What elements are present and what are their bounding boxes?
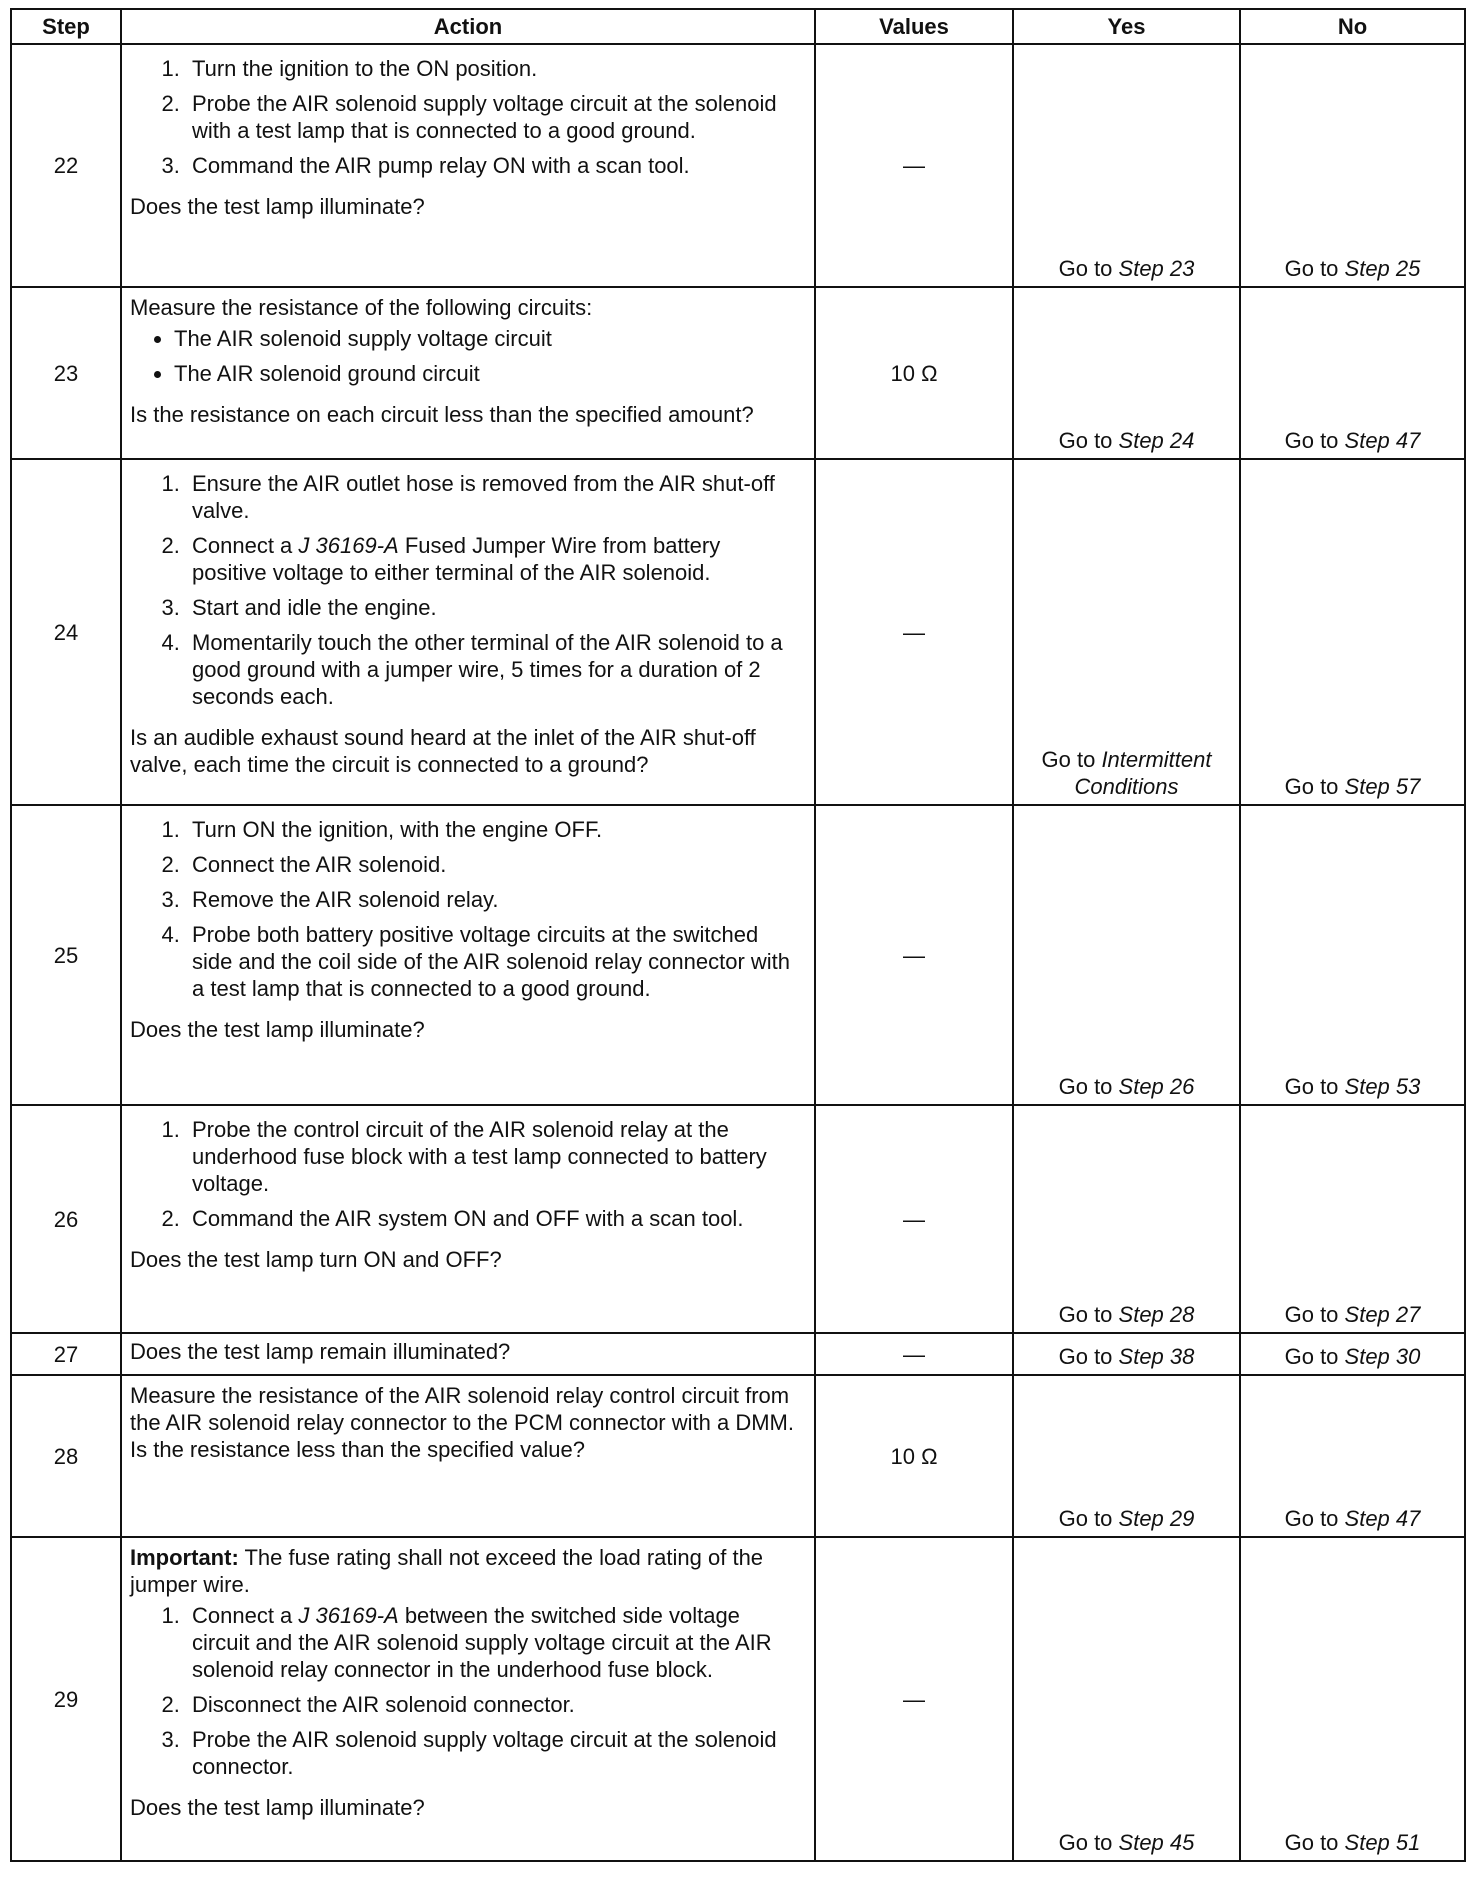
emphasis-text: Step 47 [1344, 1506, 1421, 1531]
emphasis-text: Step 57 [1344, 774, 1421, 799]
emphasis-text: Step 29 [1118, 1506, 1195, 1531]
emphasis-text: Step 26 [1118, 1074, 1195, 1099]
action-question: Does the test lamp remain illuminated? [130, 1339, 511, 1364]
header-step: Step [11, 9, 121, 44]
text: The AIR solenoid ground circuit [174, 361, 480, 386]
action-steps-list [130, 470, 800, 718]
text: Go to [1058, 256, 1119, 281]
step-number: 26 [11, 1105, 121, 1333]
no-cell [1240, 1375, 1465, 1537]
emphasis-text: Step 28 [1118, 1302, 1195, 1327]
yes-cell [1013, 287, 1240, 459]
action-question: Does the test lamp turn ON and OFF? [130, 1247, 502, 1272]
action-content [122, 288, 814, 432]
text: Probe the AIR solenoid supply voltage circuit at the solenoid connector. [192, 1727, 777, 1779]
no-link[interactable] [1285, 1074, 1421, 1099]
text: Go to [1284, 256, 1345, 281]
yes-link[interactable] [1059, 428, 1195, 453]
action-question: Is the resistance on each circuit less than the specified amount? [130, 402, 754, 427]
action-steps-list [130, 816, 800, 1010]
yes-link[interactable] [1042, 747, 1212, 799]
no-cell [1240, 44, 1465, 287]
text: Go to [1284, 1506, 1345, 1531]
list-item [186, 851, 800, 878]
text: Go to [1058, 1344, 1119, 1369]
header-action: Action [121, 9, 815, 44]
step-number: 24 [11, 459, 121, 805]
action-intro [130, 1382, 800, 1436]
header-yes: Yes [1013, 9, 1240, 44]
text: Start and idle the engine. [192, 595, 437, 620]
text: Go to [1284, 1074, 1345, 1099]
text: Go to [1284, 1344, 1345, 1369]
emphasis-text: Step 53 [1344, 1074, 1421, 1099]
text: Go to [1284, 428, 1345, 453]
list-item [186, 1602, 800, 1683]
action-content [122, 1334, 814, 1369]
emphasis-text: Step 27 [1344, 1302, 1421, 1327]
no-cell [1240, 1537, 1465, 1861]
action-question: Does the test lamp illuminate? [130, 1017, 425, 1042]
list-item [186, 55, 800, 82]
emphasis-text: Step 25 [1344, 256, 1421, 281]
action-steps-list [130, 1602, 800, 1788]
yes-cell [1013, 1333, 1240, 1375]
action-content [122, 1538, 814, 1825]
table-row [11, 287, 1465, 459]
list-item [186, 1691, 800, 1718]
emphasis-text: J 36169-A [298, 533, 399, 558]
list-item [186, 629, 800, 710]
action-cell [121, 459, 815, 805]
values-cell: — [815, 1537, 1013, 1861]
values-cell: — [815, 459, 1013, 805]
text: Probe the AIR solenoid supply voltage circuit at the solenoid with a test lamp that is connected to a good ground. [192, 91, 777, 143]
no-link[interactable] [1285, 256, 1421, 281]
text: Go to [1058, 1506, 1119, 1531]
step-number: 23 [11, 287, 121, 459]
text: Go to [1284, 774, 1345, 799]
emphasis-text: Intermittent Conditions [1074, 747, 1212, 799]
text: Command the AIR system ON and OFF with a scan tool. [192, 1206, 744, 1231]
step-number: 28 [11, 1375, 121, 1537]
table-row [11, 1105, 1465, 1333]
text: Turn the ignition to the ON position. [192, 56, 538, 81]
step-number: 29 [11, 1537, 121, 1861]
values-cell: 10 Ω [815, 287, 1013, 459]
text: between the switched side voltage circuit and the AIR solenoid supply voltage circuit at the AIR solenoid relay connector in the underhood fuse block. [192, 1603, 772, 1682]
text: Remove the AIR solenoid relay. [192, 887, 499, 912]
action-steps-list [130, 1116, 800, 1240]
yes-cell [1013, 1105, 1240, 1333]
emphasis-text: Step 51 [1344, 1830, 1421, 1855]
values-cell: — [815, 44, 1013, 287]
diagnostic-table [10, 8, 1466, 1862]
table-row [11, 44, 1465, 287]
emphasis-text: J 36169-A [298, 1603, 399, 1628]
list-item [174, 325, 800, 352]
yes-link[interactable] [1059, 1344, 1195, 1369]
action-cell [121, 805, 815, 1105]
text: Go to [1058, 1302, 1119, 1327]
text: Connect a [192, 533, 299, 558]
no-link[interactable] [1285, 1344, 1421, 1369]
text: Go to [1284, 1830, 1345, 1855]
action-content [122, 45, 814, 224]
list-item [186, 90, 800, 144]
values-cell: — [815, 1333, 1013, 1375]
action-steps-list [130, 55, 800, 187]
text: Turn ON the ignition, with the engine OFF. [192, 817, 603, 842]
yes-cell [1013, 44, 1240, 287]
intro-text: The fuse rating shall not exceed the load rating of the jumper wire. [130, 1545, 764, 1597]
text: Go to [1041, 747, 1102, 772]
step-number: 27 [11, 1333, 121, 1375]
emphasis-text: Step 47 [1344, 428, 1421, 453]
action-cell [121, 1537, 815, 1861]
step-number: 22 [11, 44, 121, 287]
important-label: Important: [130, 1545, 239, 1570]
table-row [11, 459, 1465, 805]
list-item [186, 886, 800, 913]
no-link[interactable] [1285, 428, 1421, 453]
yes-cell [1013, 805, 1240, 1105]
text: Probe the control circuit of the AIR solenoid relay at the underhood fuse block with a test lamp connected to battery voltage. [192, 1117, 767, 1196]
action-intro [130, 1544, 800, 1598]
values-cell: — [815, 1105, 1013, 1333]
text: Probe both battery positive voltage circuits at the switched side and the coil side of the AIR solenoid relay connector with a test lamp that is connected to a good ground. [192, 922, 791, 1001]
action-cell [121, 44, 815, 287]
action-content [122, 1376, 814, 1467]
action-steps-list [130, 325, 800, 395]
table-row [11, 1375, 1465, 1537]
no-link[interactable] [1285, 1302, 1421, 1327]
yes-link[interactable] [1059, 1074, 1195, 1099]
yes-link[interactable] [1059, 1506, 1195, 1531]
emphasis-text: Step 38 [1118, 1344, 1195, 1369]
text: Momentarily touch the other terminal of the AIR solenoid to a good ground with a jumper wire, 5 times for a duration of 2 seconds each. [192, 630, 783, 709]
table-row [11, 805, 1465, 1105]
no-cell [1240, 287, 1465, 459]
values-cell: 10 Ω [815, 1375, 1013, 1537]
list-item [186, 470, 800, 524]
action-intro [130, 294, 800, 321]
action-content [122, 460, 814, 782]
list-item [186, 1726, 800, 1780]
yes-cell [1013, 1375, 1240, 1537]
action-cell [121, 1333, 815, 1375]
emphasis-text: Step 23 [1118, 256, 1195, 281]
values-cell: — [815, 805, 1013, 1105]
text: Command the AIR pump relay ON with a scan tool. [192, 153, 690, 178]
list-item [186, 532, 800, 586]
action-content [122, 806, 814, 1047]
action-question: Is an audible exhaust sound heard at the inlet of the AIR shut-off valve, each time the circuit is connected to a ground? [130, 725, 756, 777]
text: Connect the AIR solenoid. [192, 852, 447, 877]
yes-link[interactable] [1059, 1830, 1195, 1855]
text: Fused Jumper Wire from battery positive voltage to either terminal of the AIR solenoid. [192, 533, 721, 585]
action-cell [121, 1375, 815, 1537]
no-link[interactable] [1285, 1830, 1421, 1855]
table-row [11, 1333, 1465, 1375]
action-content [122, 1106, 814, 1277]
no-cell [1240, 1333, 1465, 1375]
table-row [11, 1537, 1465, 1861]
text: The AIR solenoid supply voltage circuit [174, 326, 552, 351]
header-no: No [1240, 9, 1465, 44]
text: Go to [1058, 1830, 1119, 1855]
emphasis-text: Step 24 [1118, 428, 1195, 453]
list-item [186, 152, 800, 179]
text: Disconnect the AIR solenoid connector. [192, 1692, 575, 1717]
list-item [174, 360, 800, 387]
yes-link[interactable] [1059, 256, 1195, 281]
step-number: 25 [11, 805, 121, 1105]
yes-link[interactable] [1059, 1302, 1195, 1327]
no-cell [1240, 459, 1465, 805]
yes-cell [1013, 459, 1240, 805]
text: Go to [1058, 1074, 1119, 1099]
yes-cell [1013, 1537, 1240, 1861]
text: Connect a [192, 1603, 299, 1628]
no-cell [1240, 1105, 1465, 1333]
action-question: Is the resistance less than the specified value? [130, 1437, 585, 1462]
list-item [186, 594, 800, 621]
emphasis-text: Step 45 [1118, 1830, 1195, 1855]
no-link[interactable] [1285, 774, 1421, 799]
list-item [186, 1205, 800, 1232]
emphasis-text: Step 30 [1344, 1344, 1421, 1369]
list-item [186, 816, 800, 843]
list-item [186, 921, 800, 1002]
action-cell [121, 1105, 815, 1333]
header-row [11, 9, 1465, 44]
text: Go to [1058, 428, 1119, 453]
action-cell [121, 287, 815, 459]
header-values: Values [815, 9, 1013, 44]
no-cell [1240, 805, 1465, 1105]
text: Ensure the AIR outlet hose is removed from the AIR shut-off valve. [192, 471, 775, 523]
action-question: Does the test lamp illuminate? [130, 1795, 425, 1820]
intro-text: Measure the resistance of the following circuits: [130, 295, 593, 320]
intro-text: Measure the resistance of the AIR solenoid relay control circuit from the AIR solenoid relay connector to the PCM connector with a DMM. [130, 1383, 794, 1435]
no-link[interactable] [1285, 1506, 1421, 1531]
list-item [186, 1116, 800, 1197]
text: Go to [1284, 1302, 1345, 1327]
action-question: Does the test lamp illuminate? [130, 194, 425, 219]
